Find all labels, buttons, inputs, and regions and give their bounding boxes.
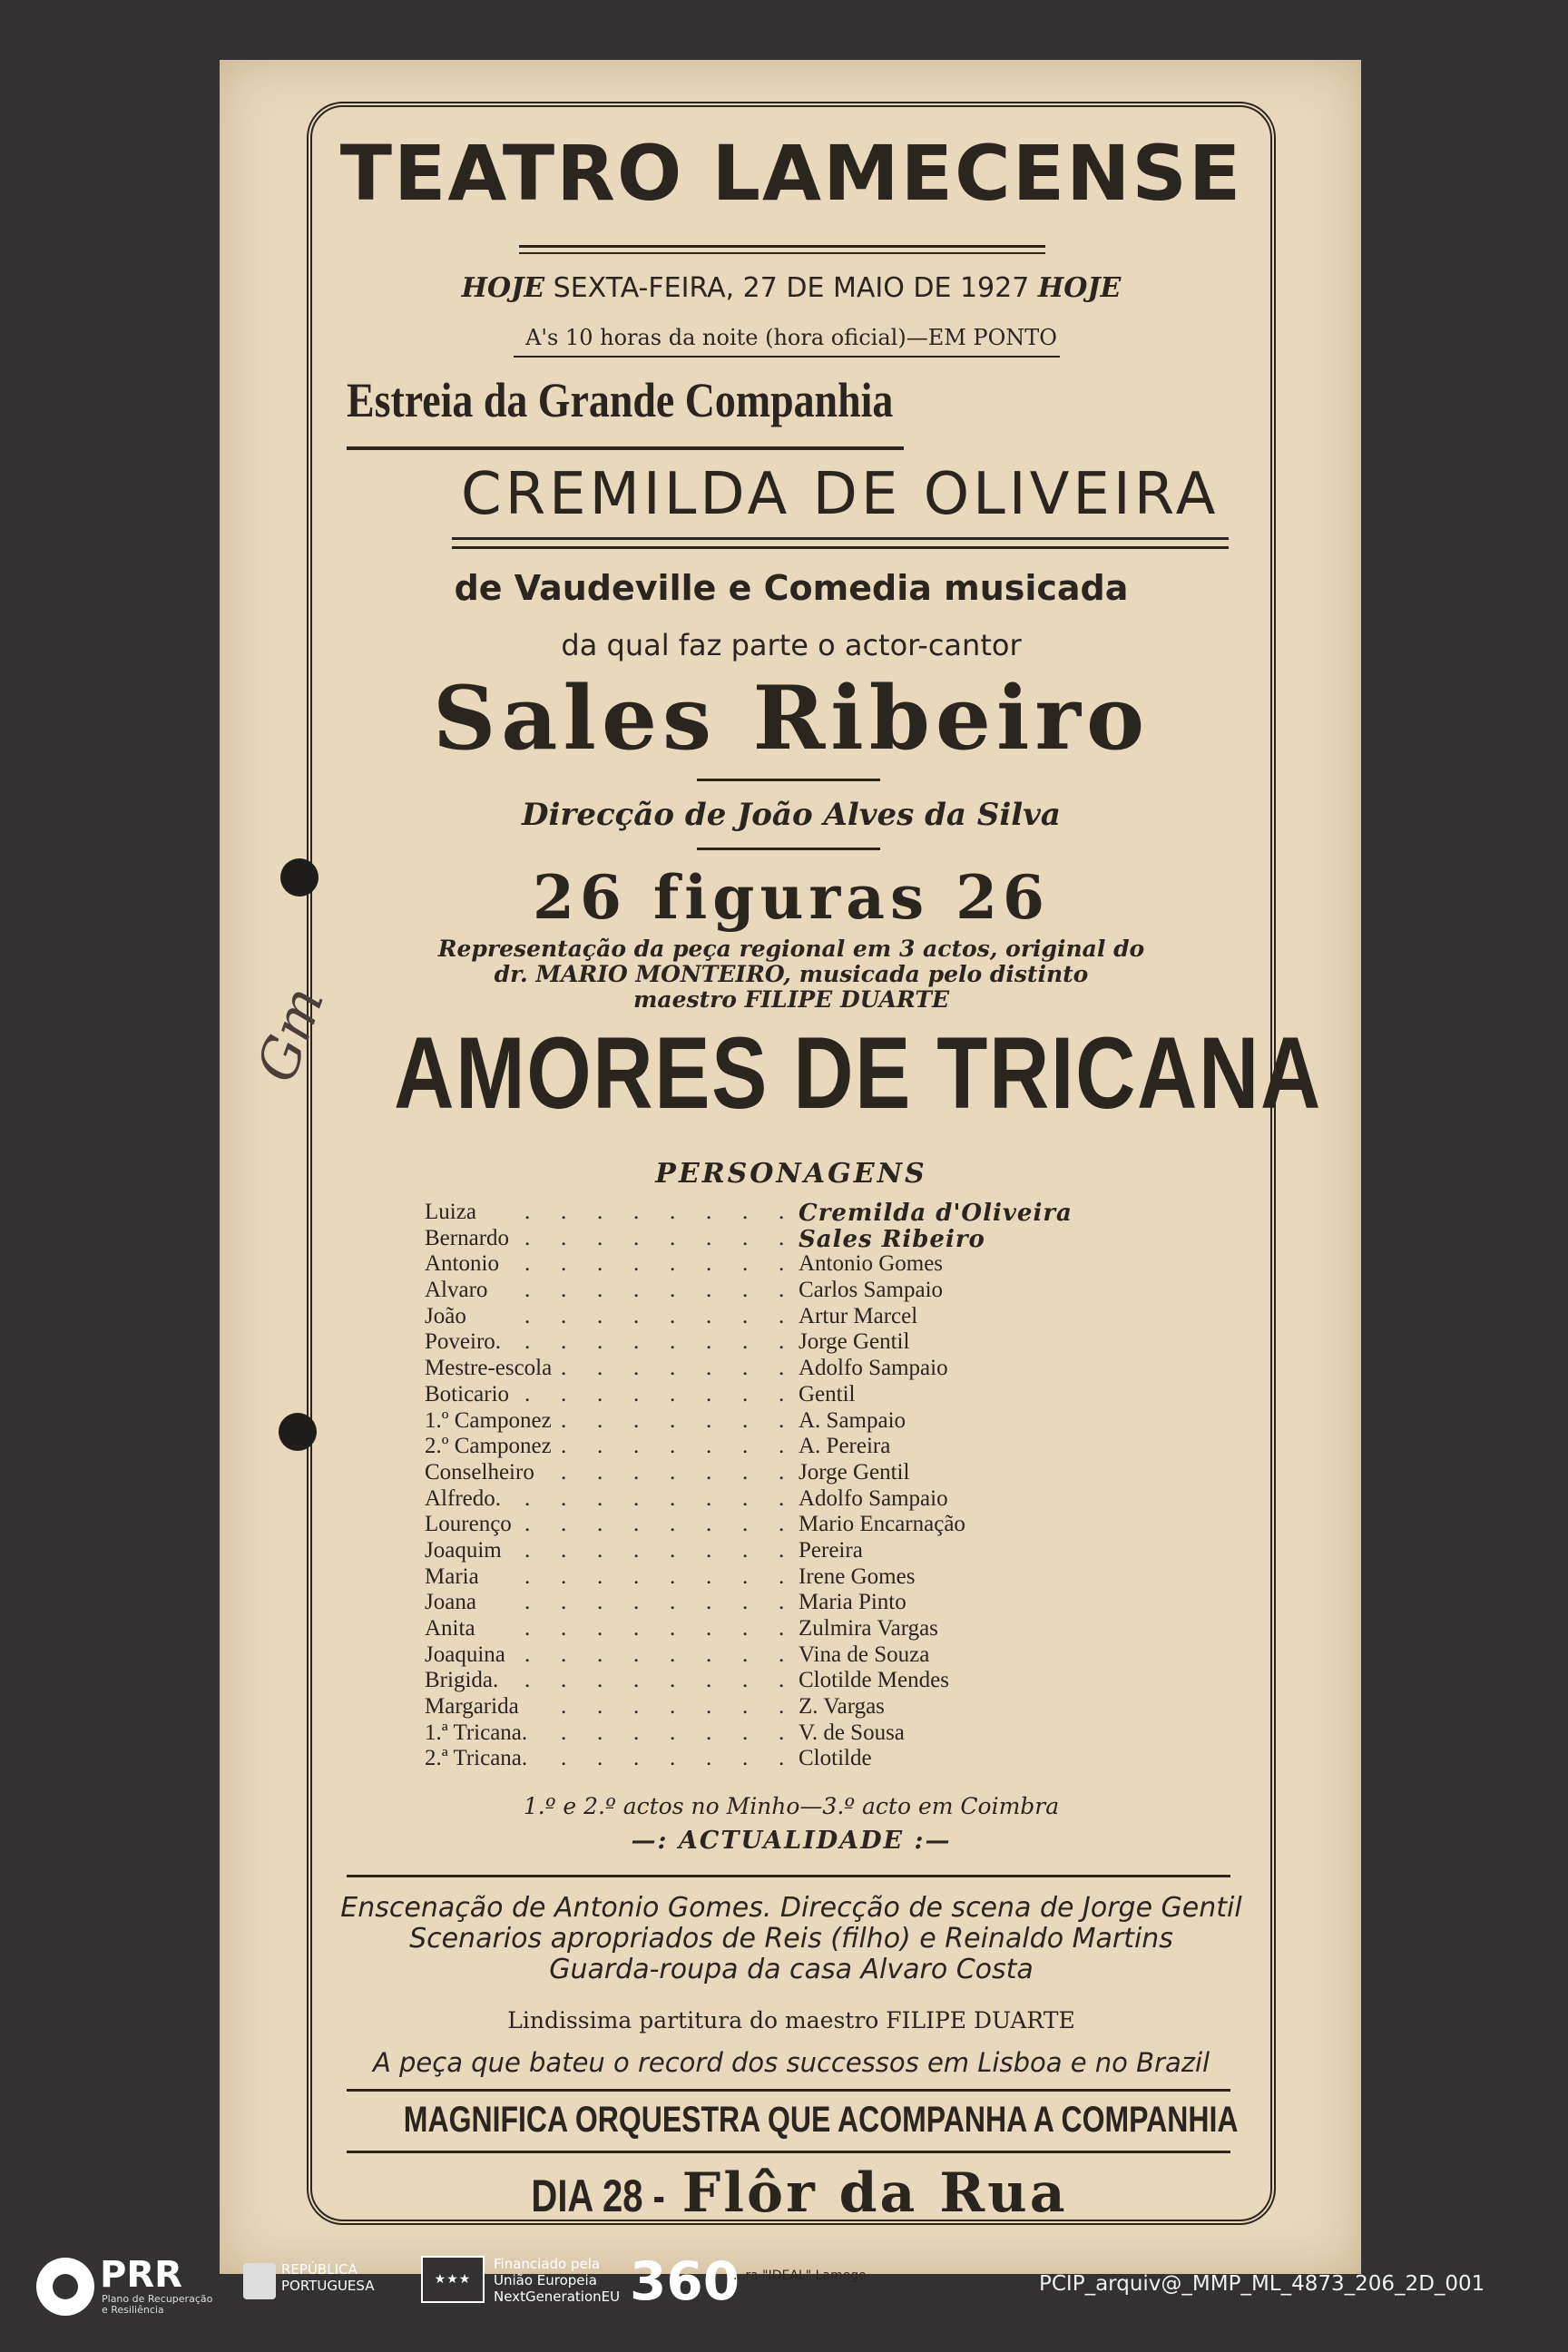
- cast-actor: Adolfo Sampaio: [799, 1356, 948, 1381]
- date-text: SEXTA-FEIRA, 27 DE MAIO DE 1927: [544, 272, 1038, 304]
- cast-list: [425, 1200, 1078, 1772]
- representation-line-2: dr. MARIO MONTEIRO, musicada pelo distinto: [494, 961, 1089, 987]
- cast-role: 1.º Camponez: [425, 1407, 552, 1433]
- staging-line-3: Guarda-roupa da casa Alvaro Costa: [549, 1954, 1034, 1985]
- cast-role: Margarida: [425, 1694, 519, 1720]
- cast-role: Antonio: [425, 1251, 499, 1277]
- date-line: [307, 272, 1276, 304]
- prr-sub-line: e Resiliência: [102, 2304, 164, 2316]
- eu-flag-icon: ★★★: [421, 2256, 485, 2303]
- prr-logo-icon: [36, 2258, 94, 2316]
- theatre-name: TEATRO LAMECENSE: [339, 129, 1243, 218]
- cast-actor: Maria Pinto: [799, 1590, 906, 1615]
- cast-row: Joaquina . . . . . . . . Vina de Souza: [425, 1642, 930, 1667]
- cast-row: Poveiro. . . . . . . . . Jorge Gentil: [425, 1329, 910, 1355]
- cast-role: Poveiro.: [425, 1329, 502, 1355]
- archive-footer: [0, 2241, 1568, 2314]
- cast-actor: A. Pereira: [799, 1434, 891, 1459]
- cast-actor: Irene Gomes: [799, 1563, 916, 1589]
- cast-row: Lourenço . . . . . . . . Mario Encarnação: [425, 1512, 965, 1537]
- cast-role: João: [425, 1303, 466, 1328]
- cast-role: Bernardo: [425, 1225, 510, 1250]
- representation-line-1: Representação da peça regional em 3 actos, original do: [437, 936, 1145, 962]
- rule: [452, 546, 1229, 549]
- cast-role: Anita: [425, 1616, 475, 1641]
- prr-label: PRR: [100, 2254, 182, 2296]
- cast-actor: Artur Marcel: [799, 1303, 918, 1328]
- cast-role: Brigida.: [425, 1668, 499, 1693]
- cast-row: Anita . . . . . . . . Zulmira Vargas: [425, 1616, 938, 1641]
- cast-role: Luiza: [425, 1200, 476, 1224]
- record-note: A peça que bateu o record dos successos em Lisboa e no Brazil: [372, 2047, 1210, 2078]
- cast-role: 1.ª Tricana.: [425, 1720, 528, 1745]
- company-name: CREMILDA DE OLIVEIRA: [461, 461, 1220, 528]
- cast-actor: Antonio Gomes: [799, 1251, 944, 1277]
- cast-row: 1.º Camponez . . . . . . . A. Sampaio: [425, 1407, 906, 1433]
- rule: [347, 2151, 1230, 2153]
- representation-line-3: maestro FILIPE DUARTE: [632, 986, 950, 1013]
- cast-role: Lourenço: [425, 1512, 512, 1537]
- cast-actor: Clotilde Mendes: [799, 1668, 949, 1693]
- figures-count: 26 figuras 26: [533, 862, 1050, 933]
- cast-row: Joana . . . . . . . . Maria Pinto: [425, 1590, 906, 1615]
- cast-row: Brigida. . . . . . . . . Clotilde Mendes: [425, 1668, 949, 1693]
- cast-row: 2.ª Tricana. . . . . . . . Clotilde: [425, 1746, 872, 1771]
- cast-role: Joaquim: [425, 1537, 502, 1563]
- republic-emblem-icon: [243, 2263, 276, 2299]
- prr-subtitle: [102, 2294, 212, 2316]
- genre: de Vaudeville e Comedia musicada: [454, 568, 1129, 608]
- cast-row: João . . . . . . . . Artur Marcel: [425, 1303, 918, 1328]
- staging-line-1: Enscenação de Antonio Gomes. Direcção de scena de Jorge Gentil: [340, 1892, 1242, 1924]
- cast-actor: Clotilde: [799, 1746, 872, 1771]
- cast-actor: A. Sampaio: [799, 1407, 906, 1433]
- cast-actor: Vina de Souza: [799, 1642, 930, 1667]
- eu-line: União Europeia: [494, 2272, 597, 2288]
- acts-note: 1.º e 2.º actos no Minho—3.º acto em Coimbra: [523, 1793, 1060, 1819]
- view-360-label: 360: [630, 2250, 740, 2312]
- actor-singer-note: da qual faz parte o actor-cantor: [561, 628, 1022, 662]
- cast-actor: Sales Ribeiro: [799, 1225, 985, 1253]
- eu-label: [494, 2256, 620, 2305]
- cast-actor: Jorge Gentil: [799, 1329, 910, 1355]
- personagens-heading: PERSONAGENS: [655, 1158, 927, 1190]
- cast-actor: Cremilda d'Oliveira: [799, 1200, 1073, 1227]
- orchestra-note: MAGNIFICA ORQUESTRA QUE ACOMPANHA A COMPANHIA: [403, 2100, 1239, 2140]
- archive-code: PCIP_arquiv@_MMP_ML_4873_206_2D_001: [1039, 2272, 1485, 2296]
- cast-role: Maria: [425, 1563, 479, 1589]
- star-name: Sales Ribeiro: [432, 667, 1151, 769]
- ornament-rule: [519, 252, 1045, 254]
- cast-role: Alvaro: [425, 1278, 488, 1303]
- prr-sub-line: Plano de Recuperação: [102, 2293, 213, 2305]
- rule: [514, 356, 1060, 358]
- cast-role: 2.ª Tricana.: [425, 1746, 528, 1771]
- cast-actor: Adolfo Sampaio: [799, 1485, 948, 1511]
- handwritten-signature: Gm: [244, 978, 338, 1091]
- cast-row: Alfredo. . . . . . . . . Adolfo Sampaio: [425, 1485, 948, 1511]
- rule: [697, 848, 880, 850]
- staging-line-2: Scenarios apropriados de Reis (filho) e Reinaldo Martins: [409, 1923, 1173, 1955]
- cast-row: Bernardo . . . . . . . . Sales Ribeiro: [425, 1225, 985, 1253]
- cast-role: 2.º Camponez: [425, 1434, 552, 1459]
- cast-row: Maria . . . . . . . . Irene Gomes: [425, 1563, 916, 1589]
- cast-row: Conselheiro . . . . . . . Jorge Gentil: [425, 1459, 910, 1485]
- cast-actor: Jorge Gentil: [799, 1459, 910, 1485]
- cast-row: Antonio . . . . . . . . Antonio Gomes: [425, 1251, 944, 1277]
- republica-label: [281, 2261, 374, 2294]
- cast-actor: V. de Sousa: [799, 1720, 905, 1745]
- cast-role: Alfredo.: [425, 1485, 501, 1511]
- rule: [452, 537, 1229, 540]
- cast-actor: Zulmira Vargas: [799, 1616, 938, 1641]
- play-title: AMORES DE TRICANA: [394, 1016, 1322, 1130]
- cast-role: Joana: [425, 1590, 476, 1615]
- republica-line: REPÚBLICA: [281, 2261, 358, 2278]
- direction: Direcção de João Alves da Silva: [522, 797, 1061, 833]
- hoje-left: HOJE: [461, 272, 545, 304]
- cast-role: Boticario: [425, 1381, 510, 1406]
- estreia-heading: Estreia da Grande Companhia: [347, 373, 894, 427]
- rule: [347, 2089, 1230, 2092]
- next-show: [307, 2161, 1276, 2225]
- score-note: Lindissima partitura do maestro FILIPE DUARTE: [507, 2007, 1075, 2034]
- cast-row: 1.ª Tricana. . . . . . . . V. de Sousa: [425, 1720, 905, 1745]
- actualidade: —: ACTUALIDADE :—: [631, 1827, 952, 1855]
- cast-actor: Pereira: [799, 1537, 863, 1563]
- printer-imprint: ...ra "IDEAL" Lamego: [733, 2269, 867, 2283]
- ornament-rule: [519, 245, 1045, 248]
- punch-hole: [279, 1413, 317, 1451]
- cast-actor: Z. Vargas: [799, 1694, 885, 1720]
- hoje-right: HOJE: [1037, 272, 1122, 304]
- rule: [347, 446, 904, 450]
- cast-role: Mestre-escola: [425, 1356, 553, 1381]
- cast-actor: Carlos Sampaio: [799, 1278, 944, 1303]
- next-show-date: DIA 28 -: [531, 2171, 666, 2221]
- cast-row: Luiza . . . . . . . . Cremilda d'Oliveira: [425, 1200, 1073, 1227]
- show-time: A's 10 horas da noite (hora oficial)—EM PONTO: [525, 325, 1057, 350]
- cast-row: Margarida . . . . . . . Z. Vargas: [425, 1694, 885, 1720]
- rule: [697, 779, 880, 781]
- next-show-title: Flôr da Rua: [681, 2161, 1068, 2225]
- cast-row: Mestre-escola . . . . . . . Adolfo Sampaio: [425, 1356, 948, 1381]
- cast-actor: Mario Encarnação: [799, 1512, 965, 1537]
- eu-line: NextGenerationEU: [494, 2288, 621, 2305]
- rule: [347, 1875, 1230, 1877]
- cast-role: Conselheiro: [425, 1459, 534, 1485]
- cast-row: Joaquim . . . . . . . . Pereira: [425, 1537, 863, 1563]
- eu-line: Financiado pela: [494, 2256, 601, 2272]
- cast-row: 2.º Camponez . . . . . . . A. Pereira: [425, 1434, 891, 1459]
- cast-row: Boticario . . . . . . . . Gentil: [425, 1381, 856, 1406]
- cast-row: Alvaro . . . . . . . . Carlos Sampaio: [425, 1278, 944, 1303]
- republica-line: PORTUGUESA: [281, 2278, 375, 2294]
- cast-role: Joaquina: [425, 1642, 505, 1667]
- cast-actor: Gentil: [799, 1381, 856, 1406]
